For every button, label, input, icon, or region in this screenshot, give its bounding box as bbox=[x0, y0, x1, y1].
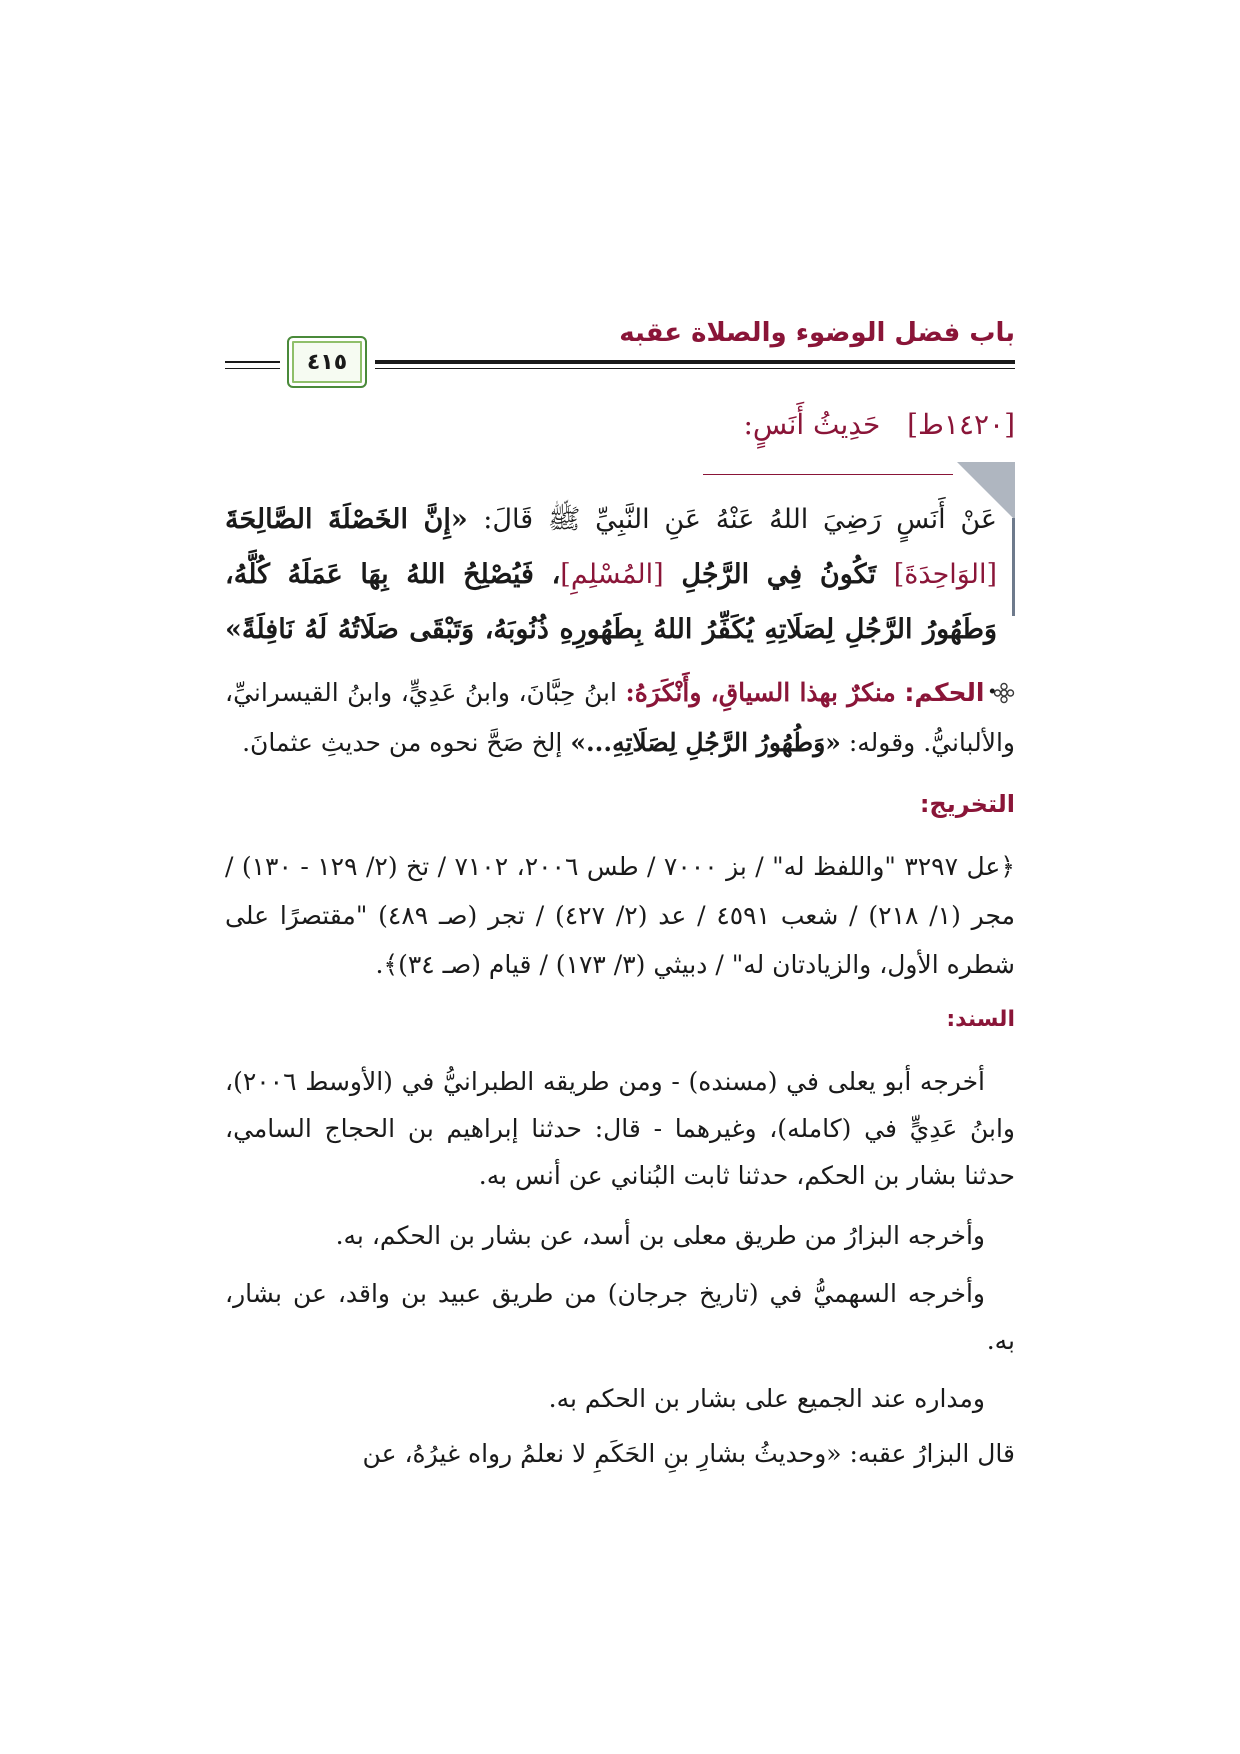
ruling-text-2: إلخ صَحَّ نحوه من حديثِ عثمانَ. bbox=[242, 728, 563, 757]
sanad-paragraph: ومداره عند الجميع على بشار بن الحكم به. bbox=[548, 1384, 985, 1413]
header-rule-thick bbox=[375, 360, 1015, 364]
header-rule-left bbox=[225, 361, 280, 363]
sanad-paragraph: أخرجه أبو يعلى في (مسنده) - ومن طريقه الطبرانيُّ في (الأوسط ٢٠٠٦)، وابنُ عَدِيٍّ في (كامله)، وغيرهما - قال: حدثنا إبراهيم بن الحجاج السامي، حدثنا بشار بن الحكم، حدثنا ثابت البُناني عن أنس به. bbox=[225, 1067, 1015, 1190]
hadith-top-rule bbox=[703, 474, 953, 475]
hadith-part-1: «إِنَّ الخَصْلَةَ الصَّالِحَةَ bbox=[225, 504, 468, 535]
header-rule-left-thin bbox=[225, 368, 280, 369]
hadith-intro: عَنْ أَنَسٍ رَضِيَ اللهُ عَنْهُ عَنِ النَّبِيِّ ﷺ قَالَ: bbox=[483, 504, 997, 535]
sanad-paragraph: وأخرجه البزارُ من طريق معلى بن أسد، عن بشار بن الحكم، به. bbox=[335, 1221, 985, 1250]
hadith-part-2: تَكُونُ فِي الرَّجُلِ bbox=[681, 559, 877, 590]
hadith-part-3: ، فَيُصْلِحُ اللهُ بِهَا عَمَلَهُ كُلَّهُ، وَطَهُورُ الرَّجُلِ لِصَلَاتِهِ يُكَفِّرُ اللهُ بِطَهُورِهِ ذُنُوبَهُ، وَتَبْقَى صَلَاتُهُ لَهُ نَافِلَةً» . bbox=[225, 559, 997, 700]
sanad-paragraph: وأخرجه السهميُّ في (تاريخ جرجان) من طريق عبيد بن واقد، عن بشار، به. bbox=[225, 1279, 1015, 1355]
flower-icon bbox=[993, 682, 1015, 704]
sanad-paragraph: قال البزارُ عقبه: «وحديثُ بشارِ بنِ الحَكَمِ لا نعلمُ رواه غيرُهُ، عن bbox=[362, 1439, 1015, 1468]
page-header bbox=[225, 318, 1015, 392]
chapter-title: باب فضل الوضوء والصلاة عقبه bbox=[619, 318, 1015, 348]
section-name: حَدِيثُ أَنَسٍ: bbox=[743, 408, 881, 441]
ruling-text-1: ابنُ حِبَّانَ، وابنُ عَدِيٍّ، وابنُ القيسرانيِّ، والألبانيُّ. وقوله: bbox=[225, 678, 1015, 757]
ruling-label: الحكم: bbox=[904, 678, 985, 707]
hadith-variant-2: [المُسْلِمِ] bbox=[560, 559, 664, 590]
hadith-side-rule bbox=[1012, 518, 1015, 616]
page-number: ٤١٥ bbox=[306, 349, 348, 375]
section-number: [١٤٢٠ط] bbox=[907, 408, 1015, 441]
takhrij-text: ﴿عل ٣٢٩٧ "واللفظ له" / بز ٧٠٠٠ / طس ٢٠٠٦، ٧١٠٢ / تخ (٢/ ١٢٩ - ١٣٠) / مجر (١/ ٢١٨) / شعب ٤٥٩١ / عد (٢/ ٤٢٧) / تجر (صـ ٤٨٩) "مقتصرًا على شطره الأول، والزيادتان له" / دبيثي (٣/ ١٧٣) / قيام (صـ ٣٤)﴾. bbox=[225, 852, 1015, 979]
page-number-badge bbox=[287, 336, 367, 388]
ruling-value: منكرٌ بهذا السياقِ، وأَنْكَرَهُ: bbox=[625, 678, 896, 707]
header-rule-thin bbox=[375, 368, 1015, 369]
section-title bbox=[743, 408, 1015, 441]
takhrij-heading: التخريج: bbox=[919, 790, 1015, 818]
hadith-variant-1: [الوَاحِدَةَ] bbox=[893, 559, 998, 590]
sanad-heading: السند: bbox=[946, 1007, 1015, 1032]
ruling-paragraph bbox=[225, 668, 1015, 768]
ruling-quote: «وَطُهُورُ الرَّجُلِ لِصَلَاتِهِ...» bbox=[570, 728, 841, 757]
